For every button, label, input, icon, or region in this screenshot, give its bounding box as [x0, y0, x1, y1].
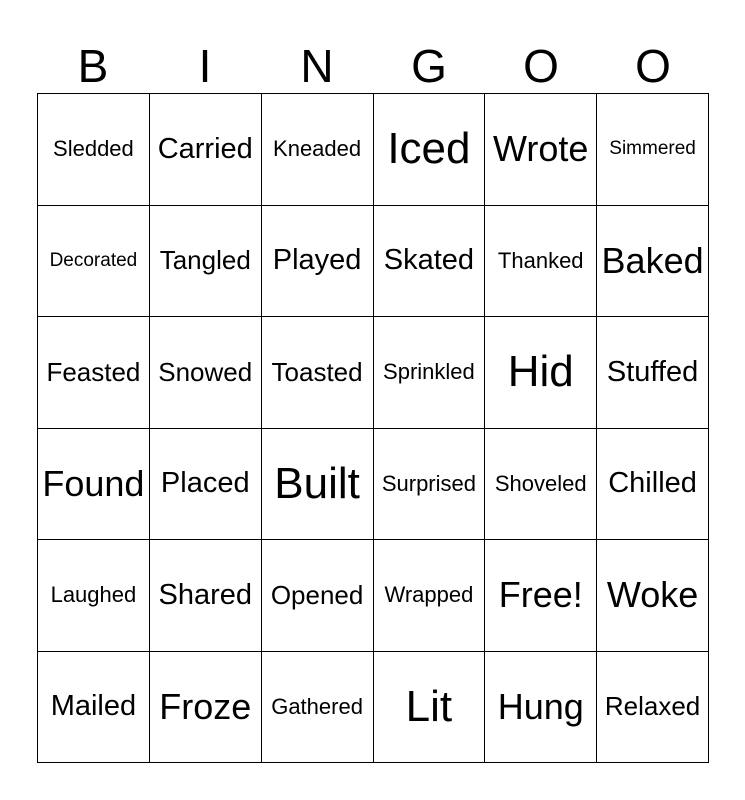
bingo-cell[interactable]: Baked	[597, 206, 709, 318]
bingo-cell[interactable]: Sledded	[38, 94, 150, 206]
bingo-header	[37, 38, 709, 94]
bingo-cell[interactable]: Feasted	[38, 317, 150, 429]
bingo-cell[interactable]: Relaxed	[597, 652, 709, 764]
bingo-cell[interactable]: Lit	[374, 652, 486, 764]
bingo-cell[interactable]: Gathered	[262, 652, 374, 764]
bingo-cell[interactable]: Iced	[374, 94, 486, 206]
bingo-cell[interactable]: Thanked	[485, 206, 597, 318]
bingo-cell[interactable]: Toasted	[262, 317, 374, 429]
bingo-cell[interactable]: Hung	[485, 652, 597, 764]
header-letter-i: I	[198, 40, 212, 92]
bingo-cell[interactable]: Mailed	[38, 652, 150, 764]
bingo-cell[interactable]: Built	[262, 429, 374, 541]
bingo-cell[interactable]: Snowed	[150, 317, 262, 429]
header-letter-o-2: O	[635, 40, 671, 92]
bingo-cell[interactable]: Hid	[485, 317, 597, 429]
bingo-cell[interactable]: Kneaded	[262, 94, 374, 206]
header-letter-n: N	[300, 40, 334, 92]
bingo-cell[interactable]: Froze	[150, 652, 262, 764]
bingo-cell[interactable]: Wrapped	[374, 540, 486, 652]
bingo-cell[interactable]: Simmered	[597, 94, 709, 206]
header-letter-o: O	[523, 40, 559, 92]
header-letter-g: G	[411, 40, 447, 92]
bingo-board	[37, 93, 709, 763]
bingo-cell[interactable]: Sprinkled	[374, 317, 486, 429]
bingo-cell[interactable]: Placed	[150, 429, 262, 541]
bingo-cell[interactable]: Found	[38, 429, 150, 541]
bingo-cell[interactable]: Shoveled	[485, 429, 597, 541]
bingo-cell[interactable]: Woke	[597, 540, 709, 652]
bingo-cell[interactable]: Wrote	[485, 94, 597, 206]
bingo-cell[interactable]: Opened	[262, 540, 374, 652]
header-letter-b: B	[77, 40, 109, 92]
bingo-cell[interactable]: Shared	[150, 540, 262, 652]
bingo-cell[interactable]: Played	[262, 206, 374, 318]
bingo-cell[interactable]: Laughed	[38, 540, 150, 652]
bingo-cell[interactable]: Carried	[150, 94, 262, 206]
bingo-cell[interactable]: Tangled	[150, 206, 262, 318]
free-space-cell[interactable]: Free!	[485, 540, 597, 652]
bingo-cell[interactable]: Chilled	[597, 429, 709, 541]
bingo-cell[interactable]: Skated	[374, 206, 486, 318]
bingo-cell[interactable]: Stuffed	[597, 317, 709, 429]
bingo-cell[interactable]: Surprised	[374, 429, 486, 541]
bingo-cell[interactable]: Decorated	[38, 206, 150, 318]
